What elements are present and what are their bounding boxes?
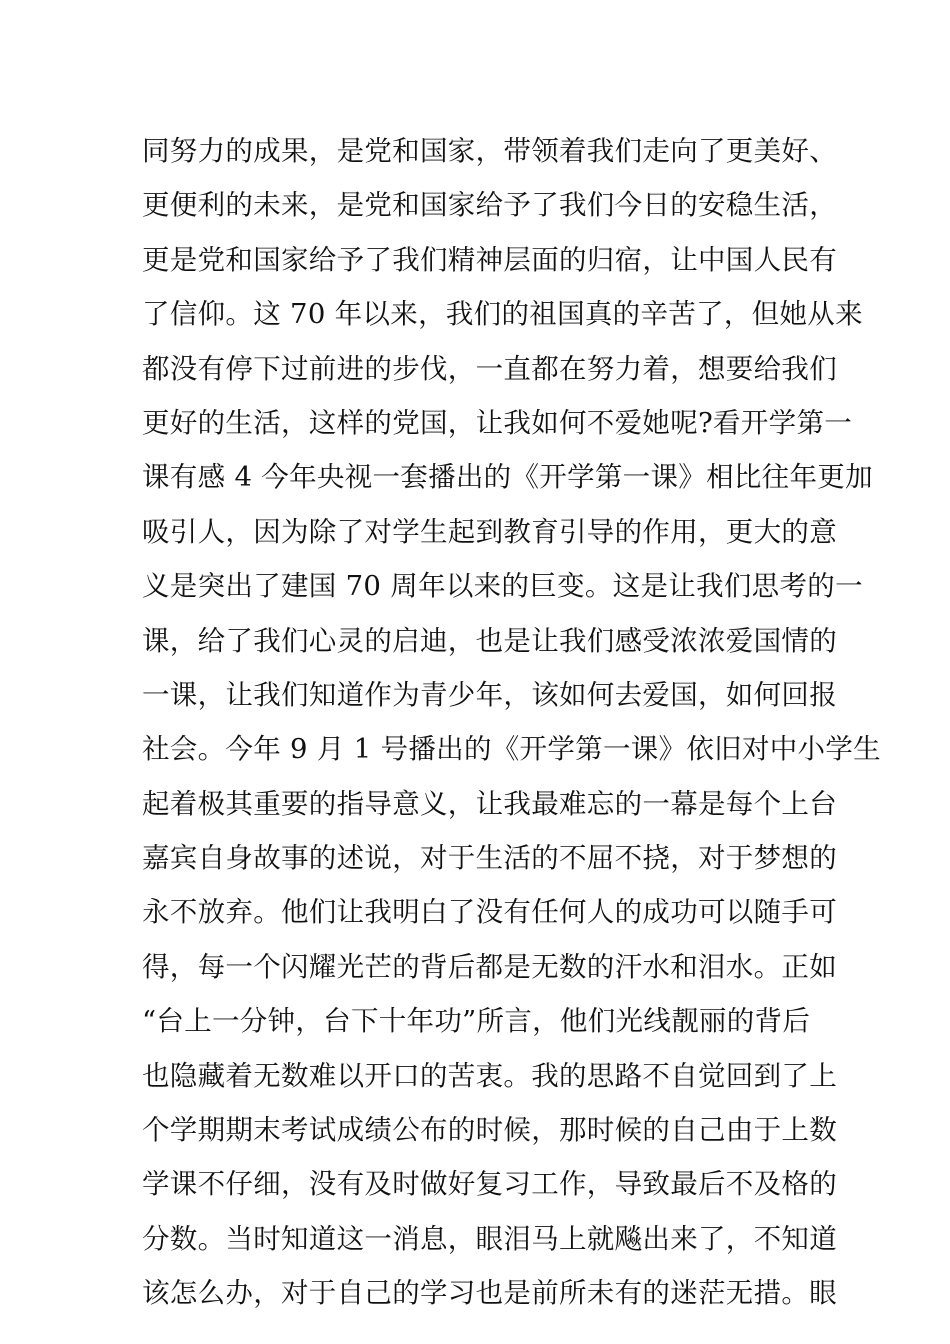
body-text [142,124,881,1321]
text-line: 更好的生活，这样的党国，让我如何不爱她呢?看开学第一 [142,406,853,439]
text-line: 该怎么办，对于自己的学习也是前所未有的迷茫无措。眼 [142,1277,837,1310]
text-line: 分数。当时知道这一消息，眼泪马上就飚出来了，不知道 [142,1222,837,1255]
text-line: 得，每一个闪耀光芒的背后都是无数的汗水和泪水。正如 [142,950,837,983]
text-line: 起着极其重要的指导意义，让我最难忘的一幕是每个上台 [142,787,837,820]
text-line: 社会。今年 9 月 1 号播出的《开学第一课》依旧对中小学生 [142,733,881,766]
text-line: 课有感 4 今年央视一套播出的《开学第一课》相比往年更加 [142,461,873,494]
text-line: 嘉宾自身故事的述说，对于生活的不屈不挠，对于梦想的 [142,842,837,875]
text-line: 课，给了我们心灵的启迪，也是让我们感受浓浓爱国情的 [142,624,837,657]
text-line: 一课，让我们知道作为青少年，该如何去爱国，如何回报 [142,678,837,711]
text-line: 义是突出了建国 70 周年以来的巨变。这是让我们思考的一 [142,570,863,603]
text-line: 永不放弃。他们让我明白了没有任何人的成功可以随手可 [142,896,837,929]
text-line: 也隐藏着无数难以开口的苦衷。我的思路不自觉回到了上 [142,1059,837,1092]
text-line: 个学期期末考试成绩公布的时候，那时候的自己由于上数 [142,1114,837,1147]
text-line: 吸引人，因为除了对学生起到教育引导的作用，更大的意 [142,515,837,548]
text-line: 都没有停下过前进的步伐，一直都在努力着，想要给我们 [142,352,837,385]
text-line: 了信仰。这 70 年以来，我们的祖国真的辛苦了，但她从来 [142,298,863,331]
text-line: 更是党和国家给予了我们精神层面的归宿，让中国人民有 [142,243,837,276]
text-line: 更便利的未来，是党和国家给予了我们今日的安稳生活， [142,189,837,222]
text-line: “台上一分钟，台下十年功”所言，他们光线靓丽的背后 [142,1005,811,1038]
text-line: 同努力的成果，是党和国家，带领着我们走向了更美好、 [142,135,837,167]
text-line: 学课不仔细，没有及时做好复习工作，导致最后不及格的 [142,1168,837,1201]
